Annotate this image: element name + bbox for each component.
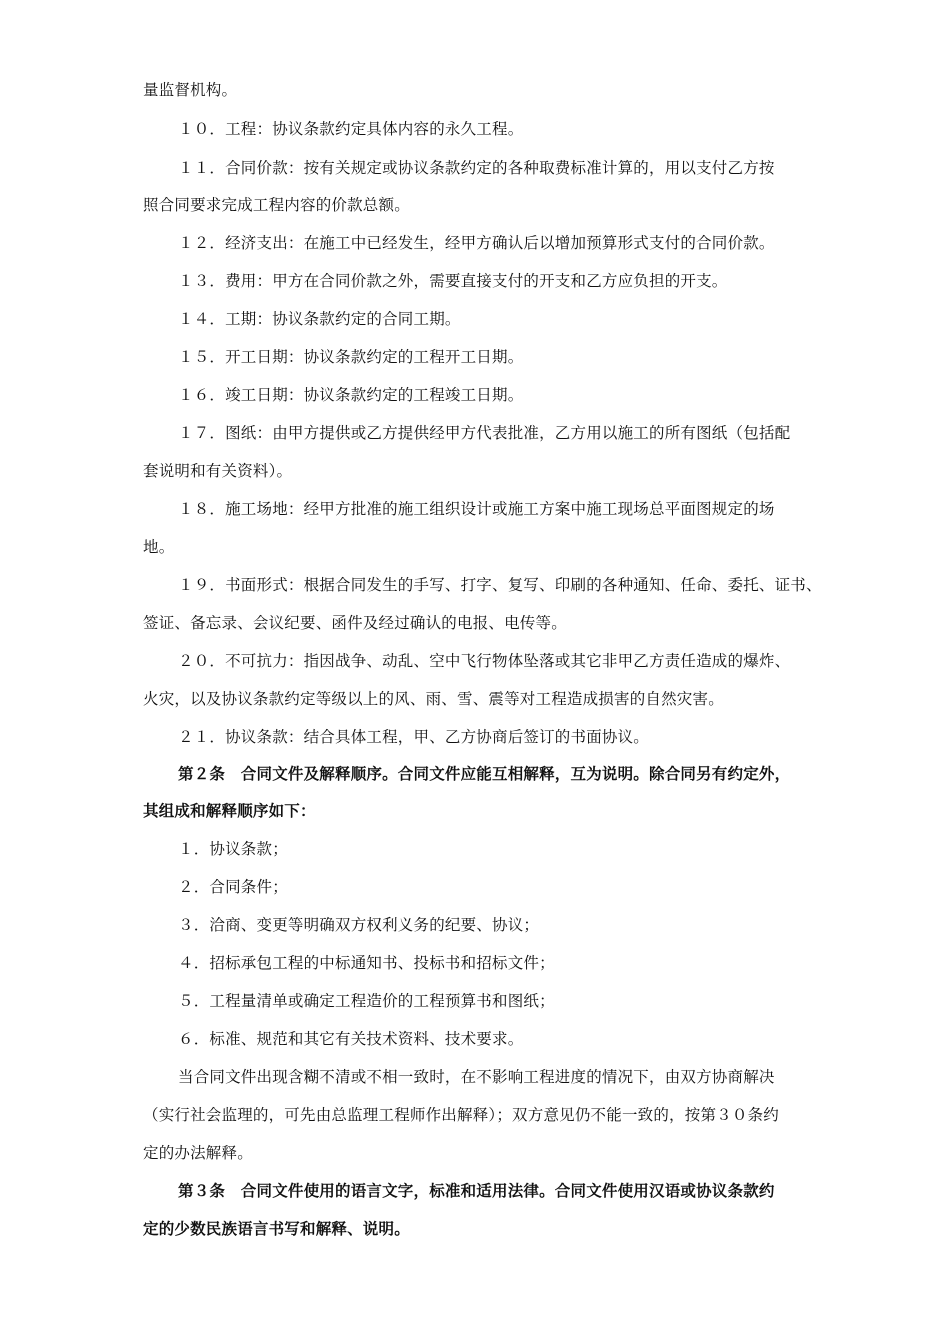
clause-heading-line: 第２条 合同文件及解释顺序。合同文件应能互相解释，互为说明。除合同另有约定外， (178, 764, 791, 783)
text-line: １３．费用：甲方在合同价款之外，需要直接支付的开支和乙方应负担的开支。 (178, 272, 728, 290)
text-line: １４．工期：协议条款约定的合同工期。 (178, 310, 461, 328)
text-line: ６．标准、规范和其它有关技术资料、技术要求。 (178, 1030, 524, 1048)
text-line: 照合同要求完成工程内容的价款总额。 (143, 196, 410, 214)
text-line: １８．施工场地：经甲方批准的施工组织设计或施工方案中施工现场总平面图规定的场 (178, 500, 775, 518)
text-line: １．协议条款； (178, 840, 288, 858)
clause-heading-line: 第３条 合同文件使用的语言文字，标准和适用法律。合同文件使用汉语或协议条款约 (178, 1181, 775, 1200)
text-line: ５．工程量清单或确定工程造价的工程预算书和图纸； (178, 992, 555, 1010)
text-line: １０．工程：协议条款约定具体内容的永久工程。 (178, 120, 524, 138)
text-line: ３．洽商、变更等明确双方权利义务的纪要、协议； (178, 916, 540, 934)
text-line: ２１．协议条款：结合具体工程，甲、乙方协商后签订的书面协议。 (178, 728, 650, 746)
text-line: 当合同文件出现含糊不清或不相一致时，在不影响工程进度的情况下，由双方协商解决 (178, 1068, 775, 1086)
text-line: 地。 (143, 538, 175, 556)
text-line: ２．合同条件； (178, 878, 288, 896)
text-line: （实行社会监理的，可先由总监理工程师作出解释）；双方意见仍不能一致的，按第３０条约 (143, 1106, 779, 1124)
text-line: 火灾，以及协议条款约定等级以上的风、雨、雪、震等对工程造成损害的自然灾害。 (143, 690, 724, 708)
text-line: １１．合同价款：按有关规定或协议条款约定的各种取费标准计算的，用以支付乙方按 (178, 159, 775, 177)
text-line: 定的办法解释。 (143, 1144, 253, 1162)
text-line: １６．竣工日期：协议条款约定的工程竣工日期。 (178, 386, 524, 404)
text-line: １９．书面形式：根据合同发生的手写、打字、复写、印刷的各种通知、任命、委托、证书、 (178, 576, 822, 594)
clause-heading-line: 定的少数民族语言书写和解释、说明。 (143, 1219, 410, 1238)
text-line: 量监督机构。 (143, 81, 238, 99)
text-line: １２．经济支出：在施工中已经发生，经甲方确认后以增加预算形式支付的合同价款。 (178, 234, 775, 252)
text-line: １７．图纸：由甲方提供或乙方提供经甲方代表批准，乙方用以施工的所有图纸（包括配 (178, 424, 791, 442)
clause-heading-line: 其组成和解释顺序如下： (143, 801, 316, 820)
text-line: 套说明和有关资料）。 (143, 462, 293, 480)
text-line: １５．开工日期：协议条款约定的工程开工日期。 (178, 348, 524, 366)
text-line: ４．招标承包工程的中标通知书、投标书和招标文件； (178, 954, 555, 972)
text-line: ２０．不可抗力：指因战争、动乱、空中飞行物体坠落或其它非甲乙方责任造成的爆炸、 (178, 652, 791, 670)
text-line: 签证、备忘录、会议纪要、函件及经过确认的电报、电传等。 (143, 614, 567, 632)
